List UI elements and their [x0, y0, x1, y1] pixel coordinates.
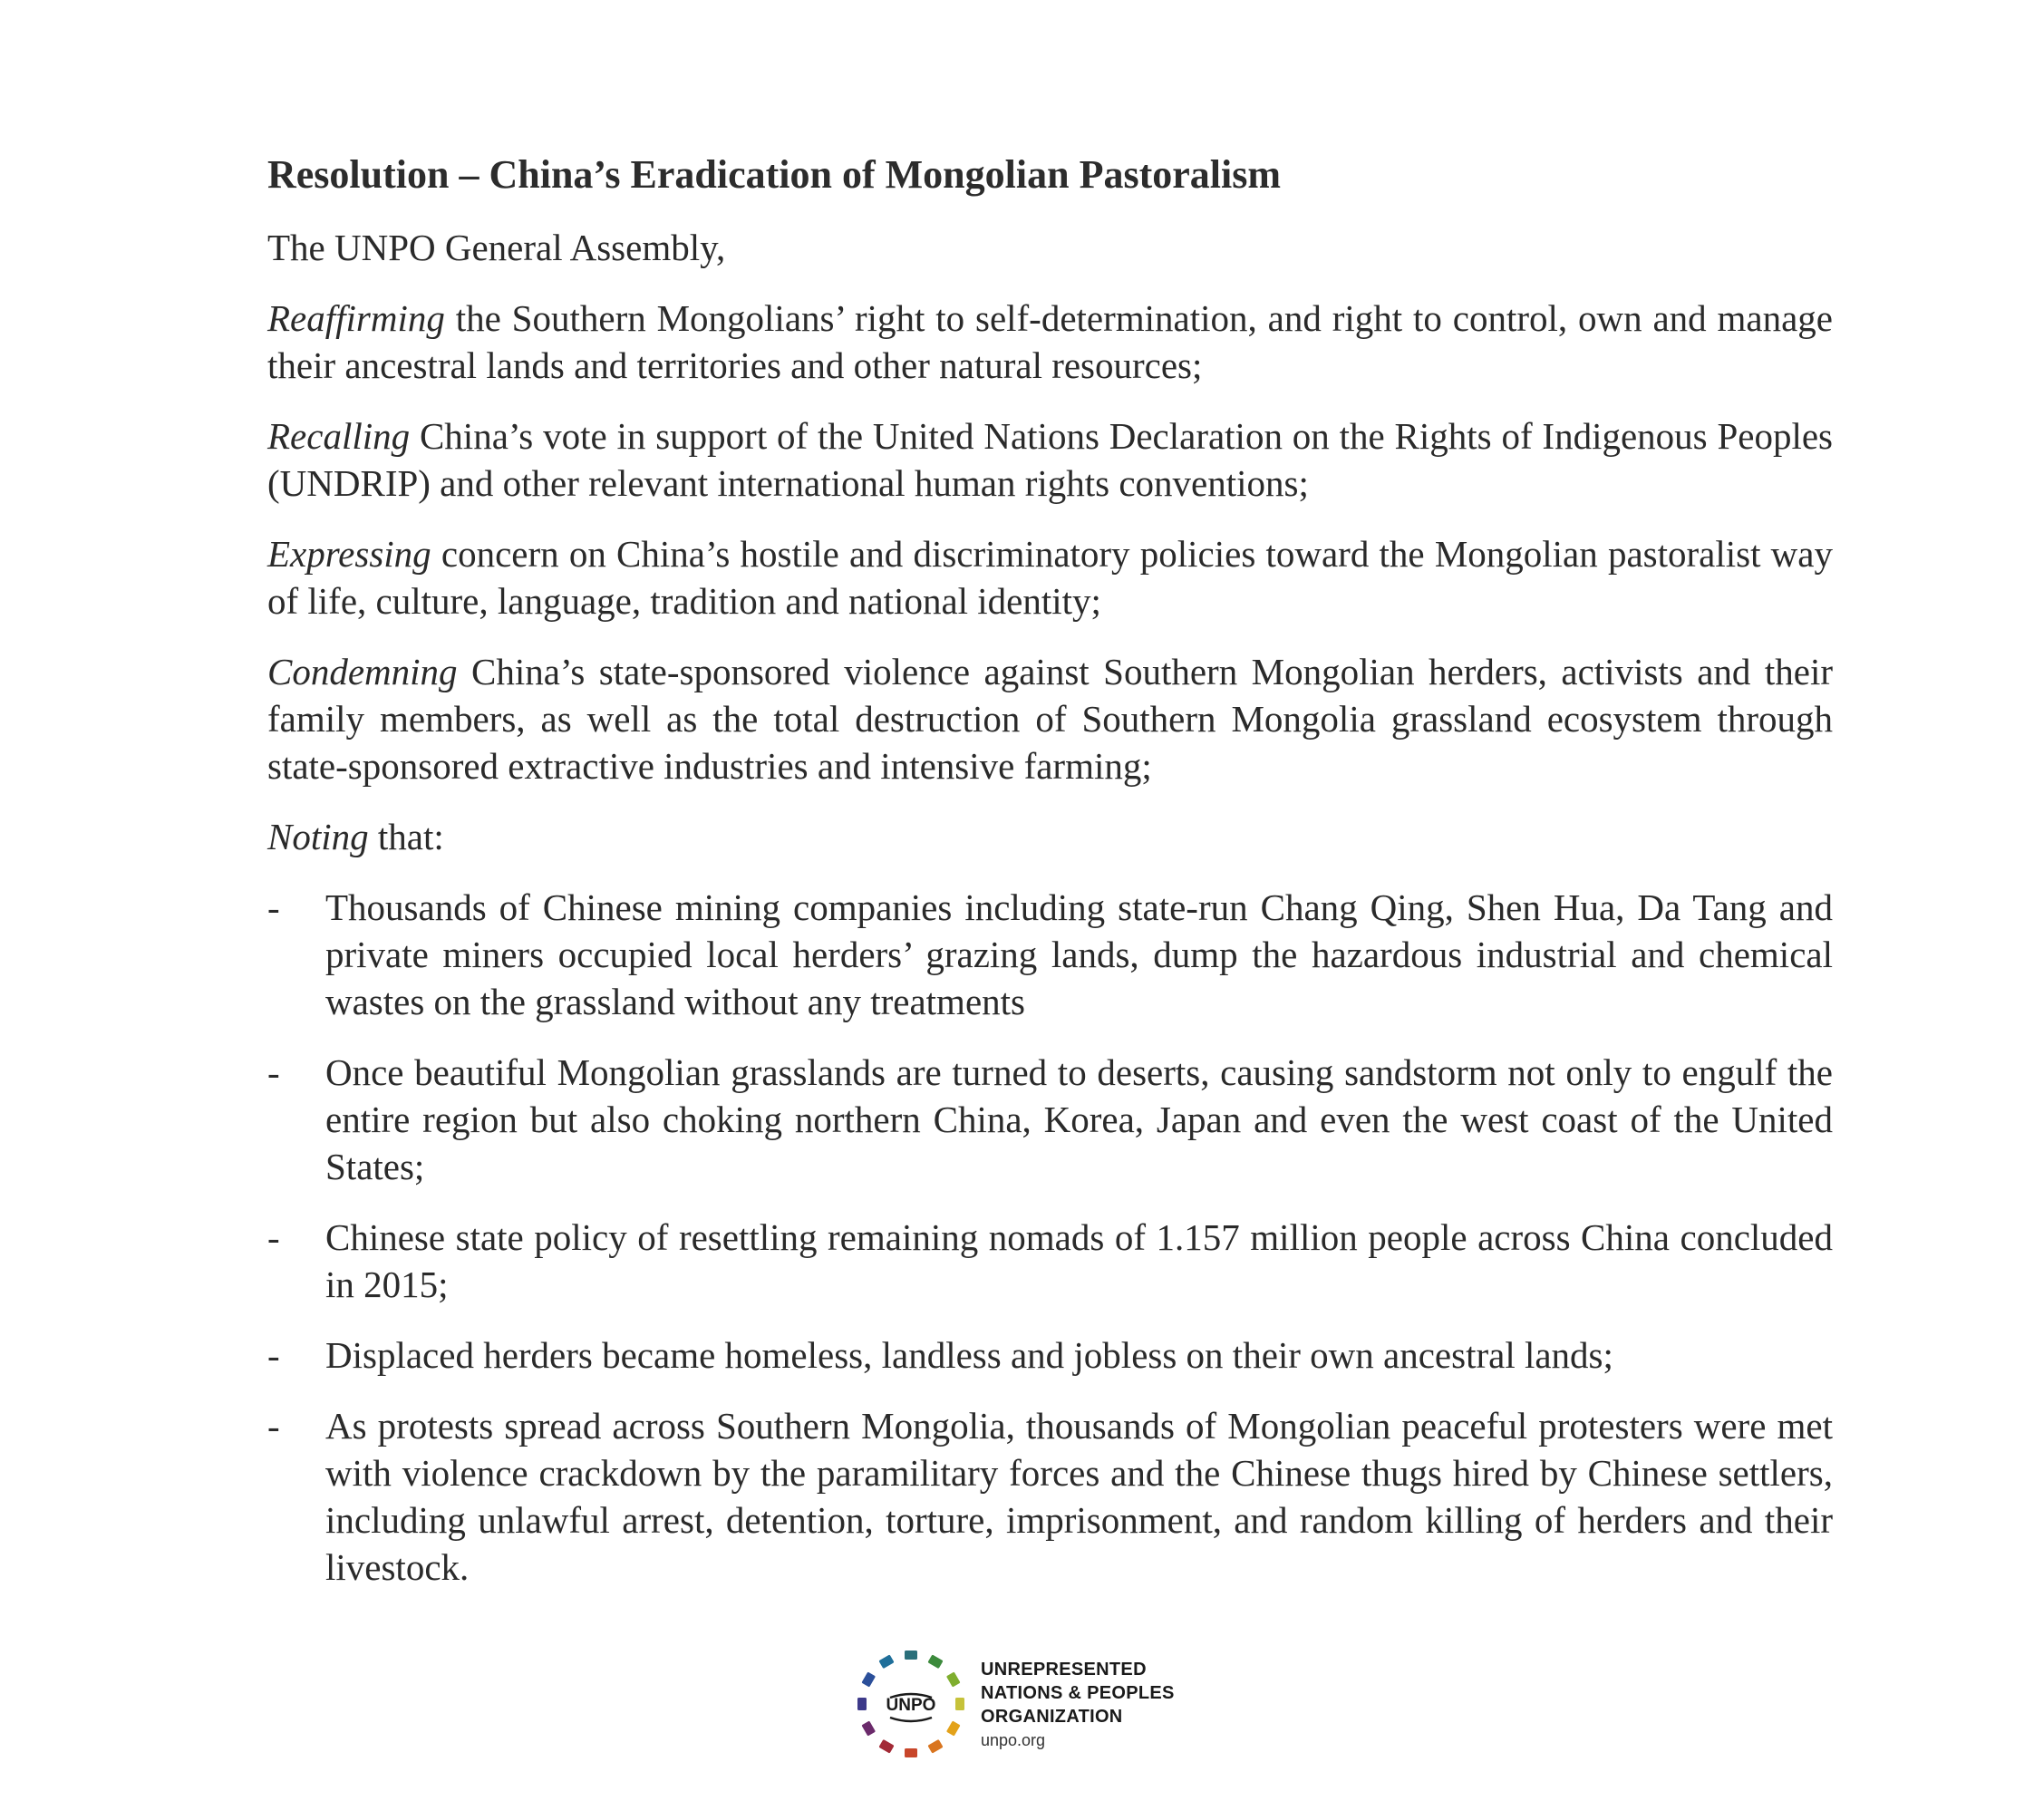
list-item-text: Thousands of Chinese mining companies including state-run Chang Qing, Shen Hua, Da Tang and private miners occupied local herders’ grazing lands, dump the hazardous industrial and chemical wastes on the grassland without any treatments — [325, 886, 1833, 1022]
noting-list — [267, 884, 1833, 1591]
preamble-lead: Expressing — [267, 533, 431, 575]
logo-ring-segment — [857, 1698, 867, 1710]
document-body — [267, 150, 1833, 1614]
logo-ring-segment — [927, 1654, 943, 1669]
preamble-lead: Reaffirming — [267, 297, 445, 339]
preamble-text: China’s vote in support of the United Nations Declaration on the Rights of Indigenous Peoples (UNDRIP) and other relevant international human rights conventions; — [267, 415, 1833, 504]
logo-ring-segment — [955, 1698, 964, 1710]
preamble-condemning — [267, 648, 1833, 789]
list-dash: - — [267, 1334, 280, 1376]
preamble-recalling — [267, 412, 1833, 507]
preamble-noting — [267, 813, 1833, 860]
list-item-text: Once beautiful Mongolian grasslands are turned to deserts, causing sandstorm not only to engulf the entire region but also choking northern China, Korea, Japan and even the west coast of the United States; — [325, 1051, 1833, 1187]
logo-ring-segment — [946, 1720, 961, 1736]
list-item-text: As protests spread across Southern Mongolia, thousands of Mongolian peaceful protesters were met with violence crackdown by the paramilitary forces and the Chinese thugs hired by Chinese settlers, including unlawful arrest, detention, torture, imprisonment, and random killing of herders and their livestock. — [325, 1405, 1833, 1588]
assembly-line: The UNPO General Assembly, — [267, 227, 726, 268]
preamble-text: concern on China’s hostile and discriminatory policies toward the Mongolian pastoralist way of life, culture, language, tradition and national identity; — [267, 533, 1833, 622]
logo-ring-segment — [861, 1671, 876, 1687]
list-item — [267, 884, 1833, 1025]
logo-ring-segment — [905, 1651, 917, 1660]
list-item — [267, 1402, 1833, 1591]
org-line-2: NATIONS & PEOPLES — [981, 1683, 1175, 1703]
preamble-lead: Recalling — [267, 415, 411, 457]
logo-ring-segment — [946, 1671, 961, 1687]
list-item-text: Chinese state policy of resettling remaining nomads of 1.157 million people across China concluded in 2015; — [325, 1216, 1833, 1305]
list-item-text: Displaced herders became homeless, landless and jobless on their own ancestral lands; — [325, 1334, 1613, 1376]
org-line-1: UNREPRESENTED — [981, 1660, 1147, 1680]
list-dash: - — [267, 1051, 280, 1093]
list-dash: - — [267, 1216, 280, 1258]
unpo-footer — [852, 1645, 1233, 1763]
org-line-3: ORGANIZATION — [981, 1707, 1123, 1727]
list-item — [267, 1049, 1833, 1190]
list-dash: - — [267, 886, 280, 928]
logo-mark: UNPO — [886, 1696, 936, 1715]
logo-ring-segment — [878, 1654, 894, 1669]
logo-ring-segment — [861, 1720, 876, 1736]
logo-ring-segment — [878, 1739, 894, 1754]
page-title: Resolution – China’s Eradication of Mongolian Pastoralism — [267, 152, 1281, 197]
preamble-lead: Noting — [267, 816, 369, 857]
logo-ring-segment — [927, 1739, 943, 1754]
preamble-expressing — [267, 530, 1833, 624]
list-item — [267, 1331, 1833, 1379]
preamble-lead: Condemning — [267, 651, 458, 692]
preamble-text: that: — [368, 816, 444, 857]
preamble-text: the Southern Mongolians’ right to self-determination, and right to control, own and manage their ancestral lands and territories and other natural resources; — [267, 297, 1833, 386]
preamble-reaffirming — [267, 295, 1833, 389]
unpo-logo-icon — [852, 1645, 970, 1763]
org-name — [981, 1658, 1175, 1752]
logo-ring-segment — [905, 1748, 917, 1757]
org-url: unpo.org — [981, 1731, 1046, 1749]
list-dash: - — [267, 1405, 280, 1447]
preamble-text: China’s state-sponsored violence against Southern Mongolian herders, activists and their family members, as well as the total destruction of Southern Mongolia grassland ecosystem through state-sponsored extractive industries and intensive farming; — [267, 651, 1833, 787]
list-item — [267, 1214, 1833, 1308]
